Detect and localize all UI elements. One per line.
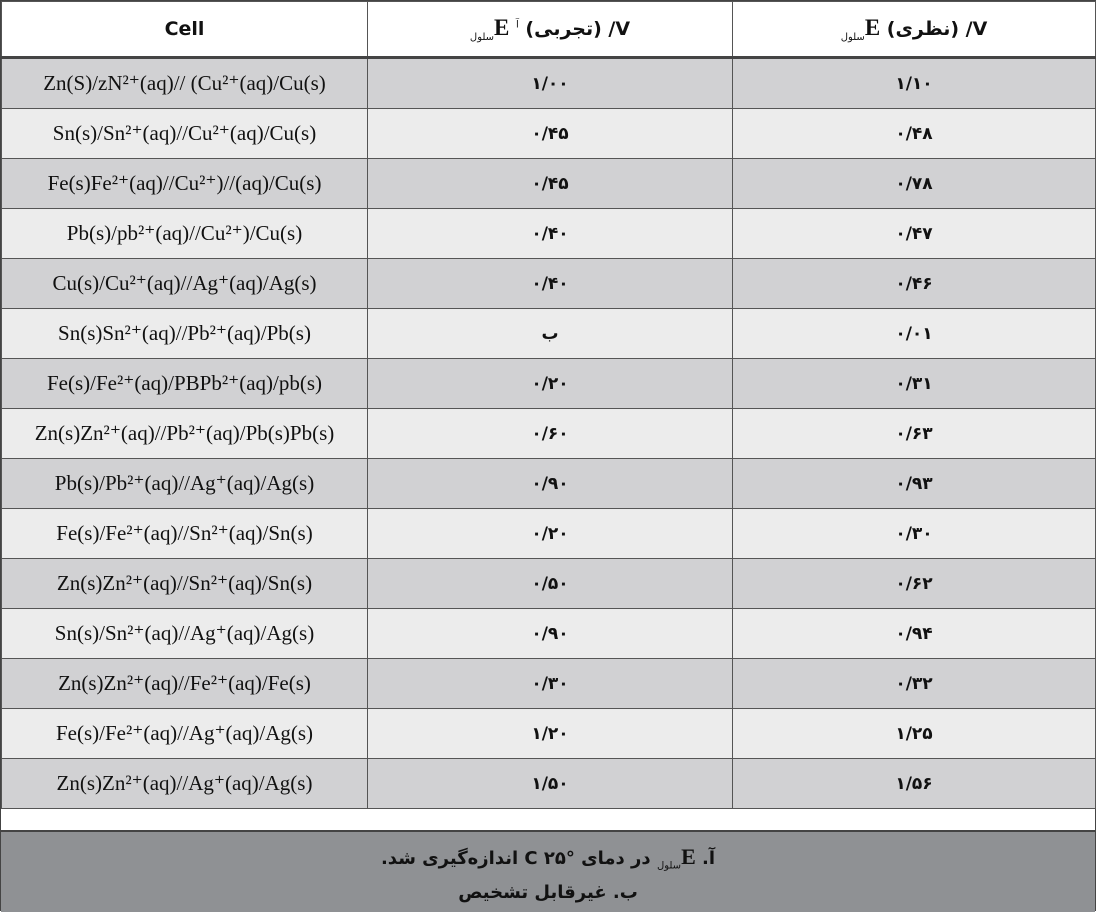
- theoretical-value: ۰/۴۶: [733, 259, 1096, 309]
- cell-reaction: Pb(s)/pb²⁺(aq)//Cu²⁺)/Cu(s): [2, 209, 368, 259]
- cell-reaction: Zn(s)Zn²⁺(aq)//Sn²⁺(aq)/Sn(s): [2, 559, 368, 609]
- header-measured-sub: سلول: [469, 31, 495, 43]
- table-row: [2, 509, 1096, 559]
- theoretical-value: ۰/۶۳: [733, 409, 1096, 459]
- measured-value: ۰/۲۰: [368, 509, 733, 559]
- measured-value: ۰/۹۰: [368, 609, 733, 659]
- cell-reaction: Sn(s)/Sn²⁺(aq)//Cu²⁺(aq)/Cu(s): [2, 109, 368, 159]
- footnote-a-text: در دمای °C ۲۵ اندازه‌گیری شد.: [380, 848, 651, 869]
- header-measured-prefix: V/ (تجربی): [525, 18, 631, 41]
- cell-reaction: Fe(s)/Fe²⁺(aq)//Ag⁺(aq)/Ag(s): [2, 709, 368, 759]
- measured-value: ۰/۹۰: [368, 459, 733, 509]
- footnote-a-sub: سلول: [656, 860, 682, 872]
- footnote-a-prefix: آ.: [702, 848, 716, 869]
- header-theoretical-symbol: E: [864, 15, 881, 41]
- footnote-a-symbol: E: [681, 844, 696, 869]
- theoretical-value: ۰/۳۱: [733, 359, 1096, 409]
- theoretical-value: ۱/۲۵: [733, 709, 1096, 759]
- cell-potential-table: [1, 1, 1096, 809]
- header-measured-symbol: E: [494, 15, 510, 41]
- cell-reaction: Zn(S)/zN²⁺(aq)// (Cu²⁺(aq)/Cu(s): [2, 58, 368, 109]
- theoretical-value: ۱/۵۶: [733, 759, 1096, 809]
- theoretical-value: ۰/۹۴: [733, 609, 1096, 659]
- cell-reaction: Sn(s)Sn²⁺(aq)//Pb²⁺(aq)/Pb(s): [2, 309, 368, 359]
- measured-value: ۰/۴۵: [368, 159, 733, 209]
- table-row: [2, 109, 1096, 159]
- table-row: [2, 58, 1096, 109]
- theoretical-value: ۰/۹۳: [733, 459, 1096, 509]
- measured-value: ۰/۲۰: [368, 359, 733, 409]
- cell-reaction: Fe(s)Fe²⁺(aq)//Cu²⁺)//(aq)/Cu(s): [2, 159, 368, 209]
- header-theoretical: [733, 2, 1096, 58]
- measured-value: ۰/۳۰: [368, 659, 733, 709]
- theoretical-value: ۰/۳۲: [733, 659, 1096, 709]
- measured-value: ۱/۲۰: [368, 709, 733, 759]
- cell-reaction: Fe(s)/Fe²⁺(aq)//Sn²⁺(aq)/Sn(s): [2, 509, 368, 559]
- measured-value: ۱/۰۰: [368, 58, 733, 109]
- header-cell-label: Cell: [164, 18, 205, 40]
- table-row: [2, 659, 1096, 709]
- header-cell: [2, 2, 368, 58]
- cell-reaction: Cu(s)/Cu²⁺(aq)//Ag⁺(aq)/Ag(s): [2, 259, 368, 309]
- header-measured: [368, 2, 733, 58]
- theoretical-value: ۰/۰۱: [733, 309, 1096, 359]
- cell-reaction: Sn(s)/Sn²⁺(aq)//Ag⁺(aq)/Ag(s): [2, 609, 368, 659]
- header-measured-mark: آ: [516, 19, 519, 31]
- measured-value: ۰/۶۰: [368, 409, 733, 459]
- cell-reaction: Zn(s)Zn²⁺(aq)//Ag⁺(aq)/Ag(s): [2, 759, 368, 809]
- table-row: [2, 309, 1096, 359]
- table-row: [2, 609, 1096, 659]
- theoretical-value: ۰/۶۲: [733, 559, 1096, 609]
- measured-value: ۰/۴۰: [368, 209, 733, 259]
- header-theoretical-prefix: V/ (نظری): [886, 18, 988, 41]
- measured-value: ۰/۵۰: [368, 559, 733, 609]
- table-row: [2, 709, 1096, 759]
- header-measured-label: [470, 15, 630, 43]
- table-row: [2, 759, 1096, 809]
- measured-value: ۱/۵۰: [368, 759, 733, 809]
- table-row: [2, 209, 1096, 259]
- header-theoretical-sub: سلول: [840, 31, 865, 43]
- header-theoretical-label: [841, 15, 988, 43]
- cell-reaction: Zn(s)Zn²⁺(aq)//Fe²⁺(aq)/Fe(s): [2, 659, 368, 709]
- theoretical-value: ۰/۷۸: [733, 159, 1096, 209]
- table-body: [2, 58, 1096, 809]
- table-header-row: [2, 2, 1096, 58]
- table-row: [2, 409, 1096, 459]
- theoretical-value: ۰/۴۸: [733, 109, 1096, 159]
- footnote-a: [1, 844, 1095, 880]
- cell-reaction: Zn(s)Zn²⁺(aq)//Pb²⁺(aq)/Pb(s)Pb(s): [2, 409, 368, 459]
- table-row: [2, 259, 1096, 309]
- theoretical-value: ۰/۴۷: [733, 209, 1096, 259]
- theoretical-value: ۰/۳۰: [733, 509, 1096, 559]
- measured-value: ب: [368, 309, 733, 359]
- table-footnotes: [1, 830, 1095, 912]
- table-row: [2, 159, 1096, 209]
- footnote-b: ب. غیرقابل تشخیص: [458, 881, 638, 903]
- theoretical-value: ۱/۱۰: [733, 58, 1096, 109]
- table-row: [2, 359, 1096, 409]
- table-row: [2, 459, 1096, 509]
- cell-reaction: Fe(s)/Fe²⁺(aq)/PBPb²⁺(aq)/pb(s): [2, 359, 368, 409]
- table-row: [2, 559, 1096, 609]
- cell-reaction: Pb(s)/Pb²⁺(aq)//Ag⁺(aq)/Ag(s): [2, 459, 368, 509]
- measured-value: ۰/۴۵: [368, 109, 733, 159]
- measured-value: ۰/۴۰: [368, 259, 733, 309]
